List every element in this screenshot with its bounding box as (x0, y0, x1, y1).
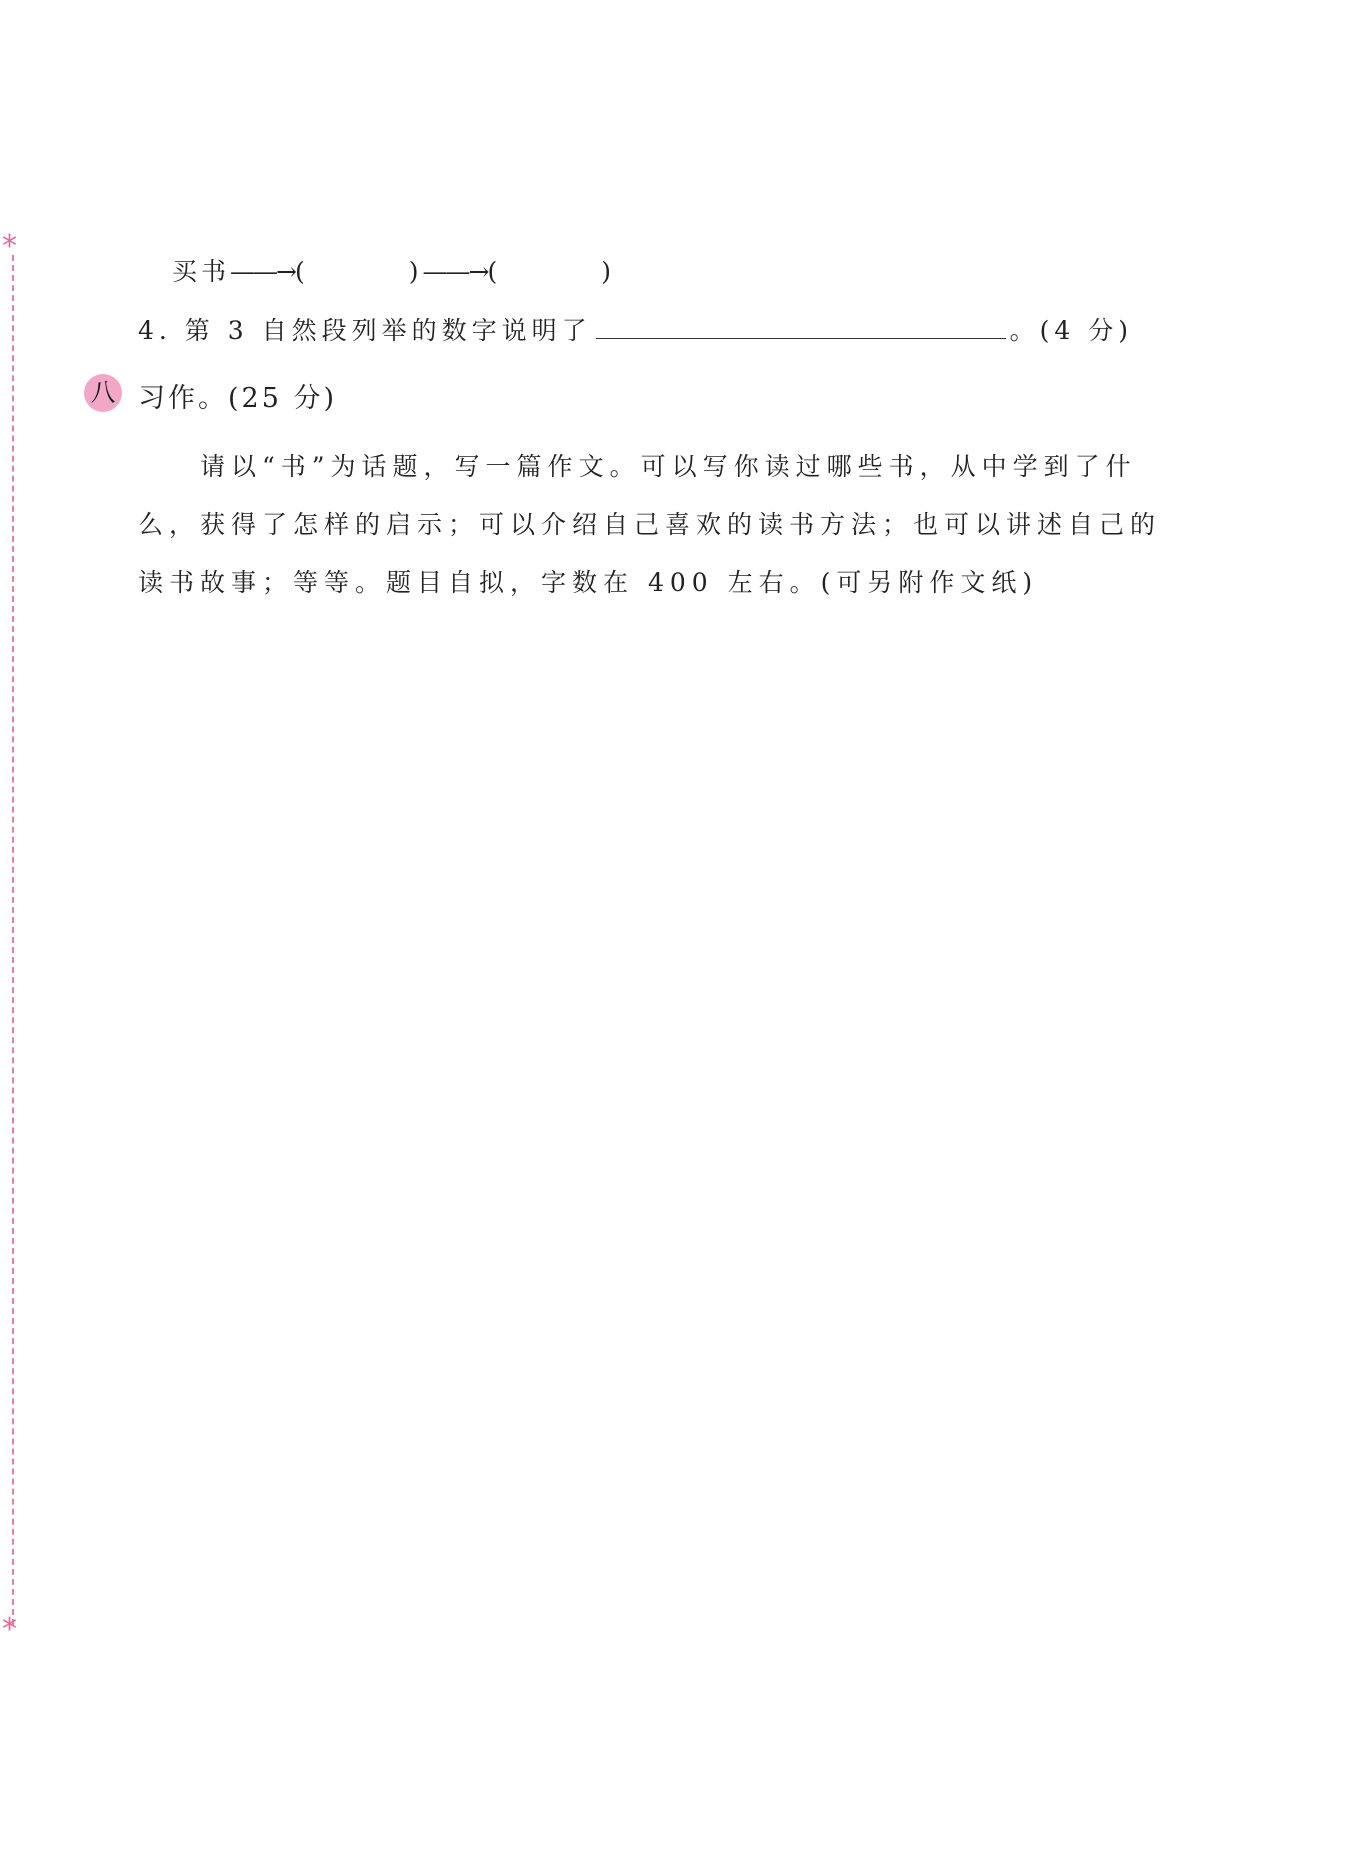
prompt-line-3: 读书故事；等等。题目自拟，字数在 400 左右。(可另附作文纸) (138, 568, 1039, 597)
flow-arrow-1: ——→ (230, 257, 295, 286)
flow-start-label: 买书 (172, 257, 231, 286)
prompt-line-1: 请以“书”为话题，写一篇作文。可以写你读过哪些书，从中学到了什 (200, 452, 1137, 481)
section-number-badge: 八 (84, 374, 122, 412)
flow-close-paren-2: ) (601, 257, 615, 286)
flow-open-paren-2: ( (487, 257, 502, 286)
binding-dashed-line (12, 255, 14, 1625)
composition-prompt (138, 438, 1162, 612)
flow-open-paren-1: ( (294, 257, 309, 286)
question-4-answer-blank[interactable] (596, 310, 1006, 339)
flow-sequence (172, 252, 615, 288)
binding-asterisk-bottom: * (2, 1612, 17, 1647)
prompt-line-2: 么，获得了怎样的启示；可以介绍自己喜欢的读书方法；也可以讲述自己的 (138, 510, 1162, 539)
question-4 (138, 310, 1133, 347)
question-4-text: 4. 第 3 自然段列举的数字说明了 (138, 316, 592, 345)
flow-close-paren-1: ) (408, 257, 423, 286)
flow-arrow-2: ——→ (422, 257, 488, 286)
section-title: 习作。(25 分) (138, 383, 338, 414)
question-4-score: 。(4 分) (1009, 316, 1133, 345)
binding-asterisk-top: * (2, 229, 17, 264)
